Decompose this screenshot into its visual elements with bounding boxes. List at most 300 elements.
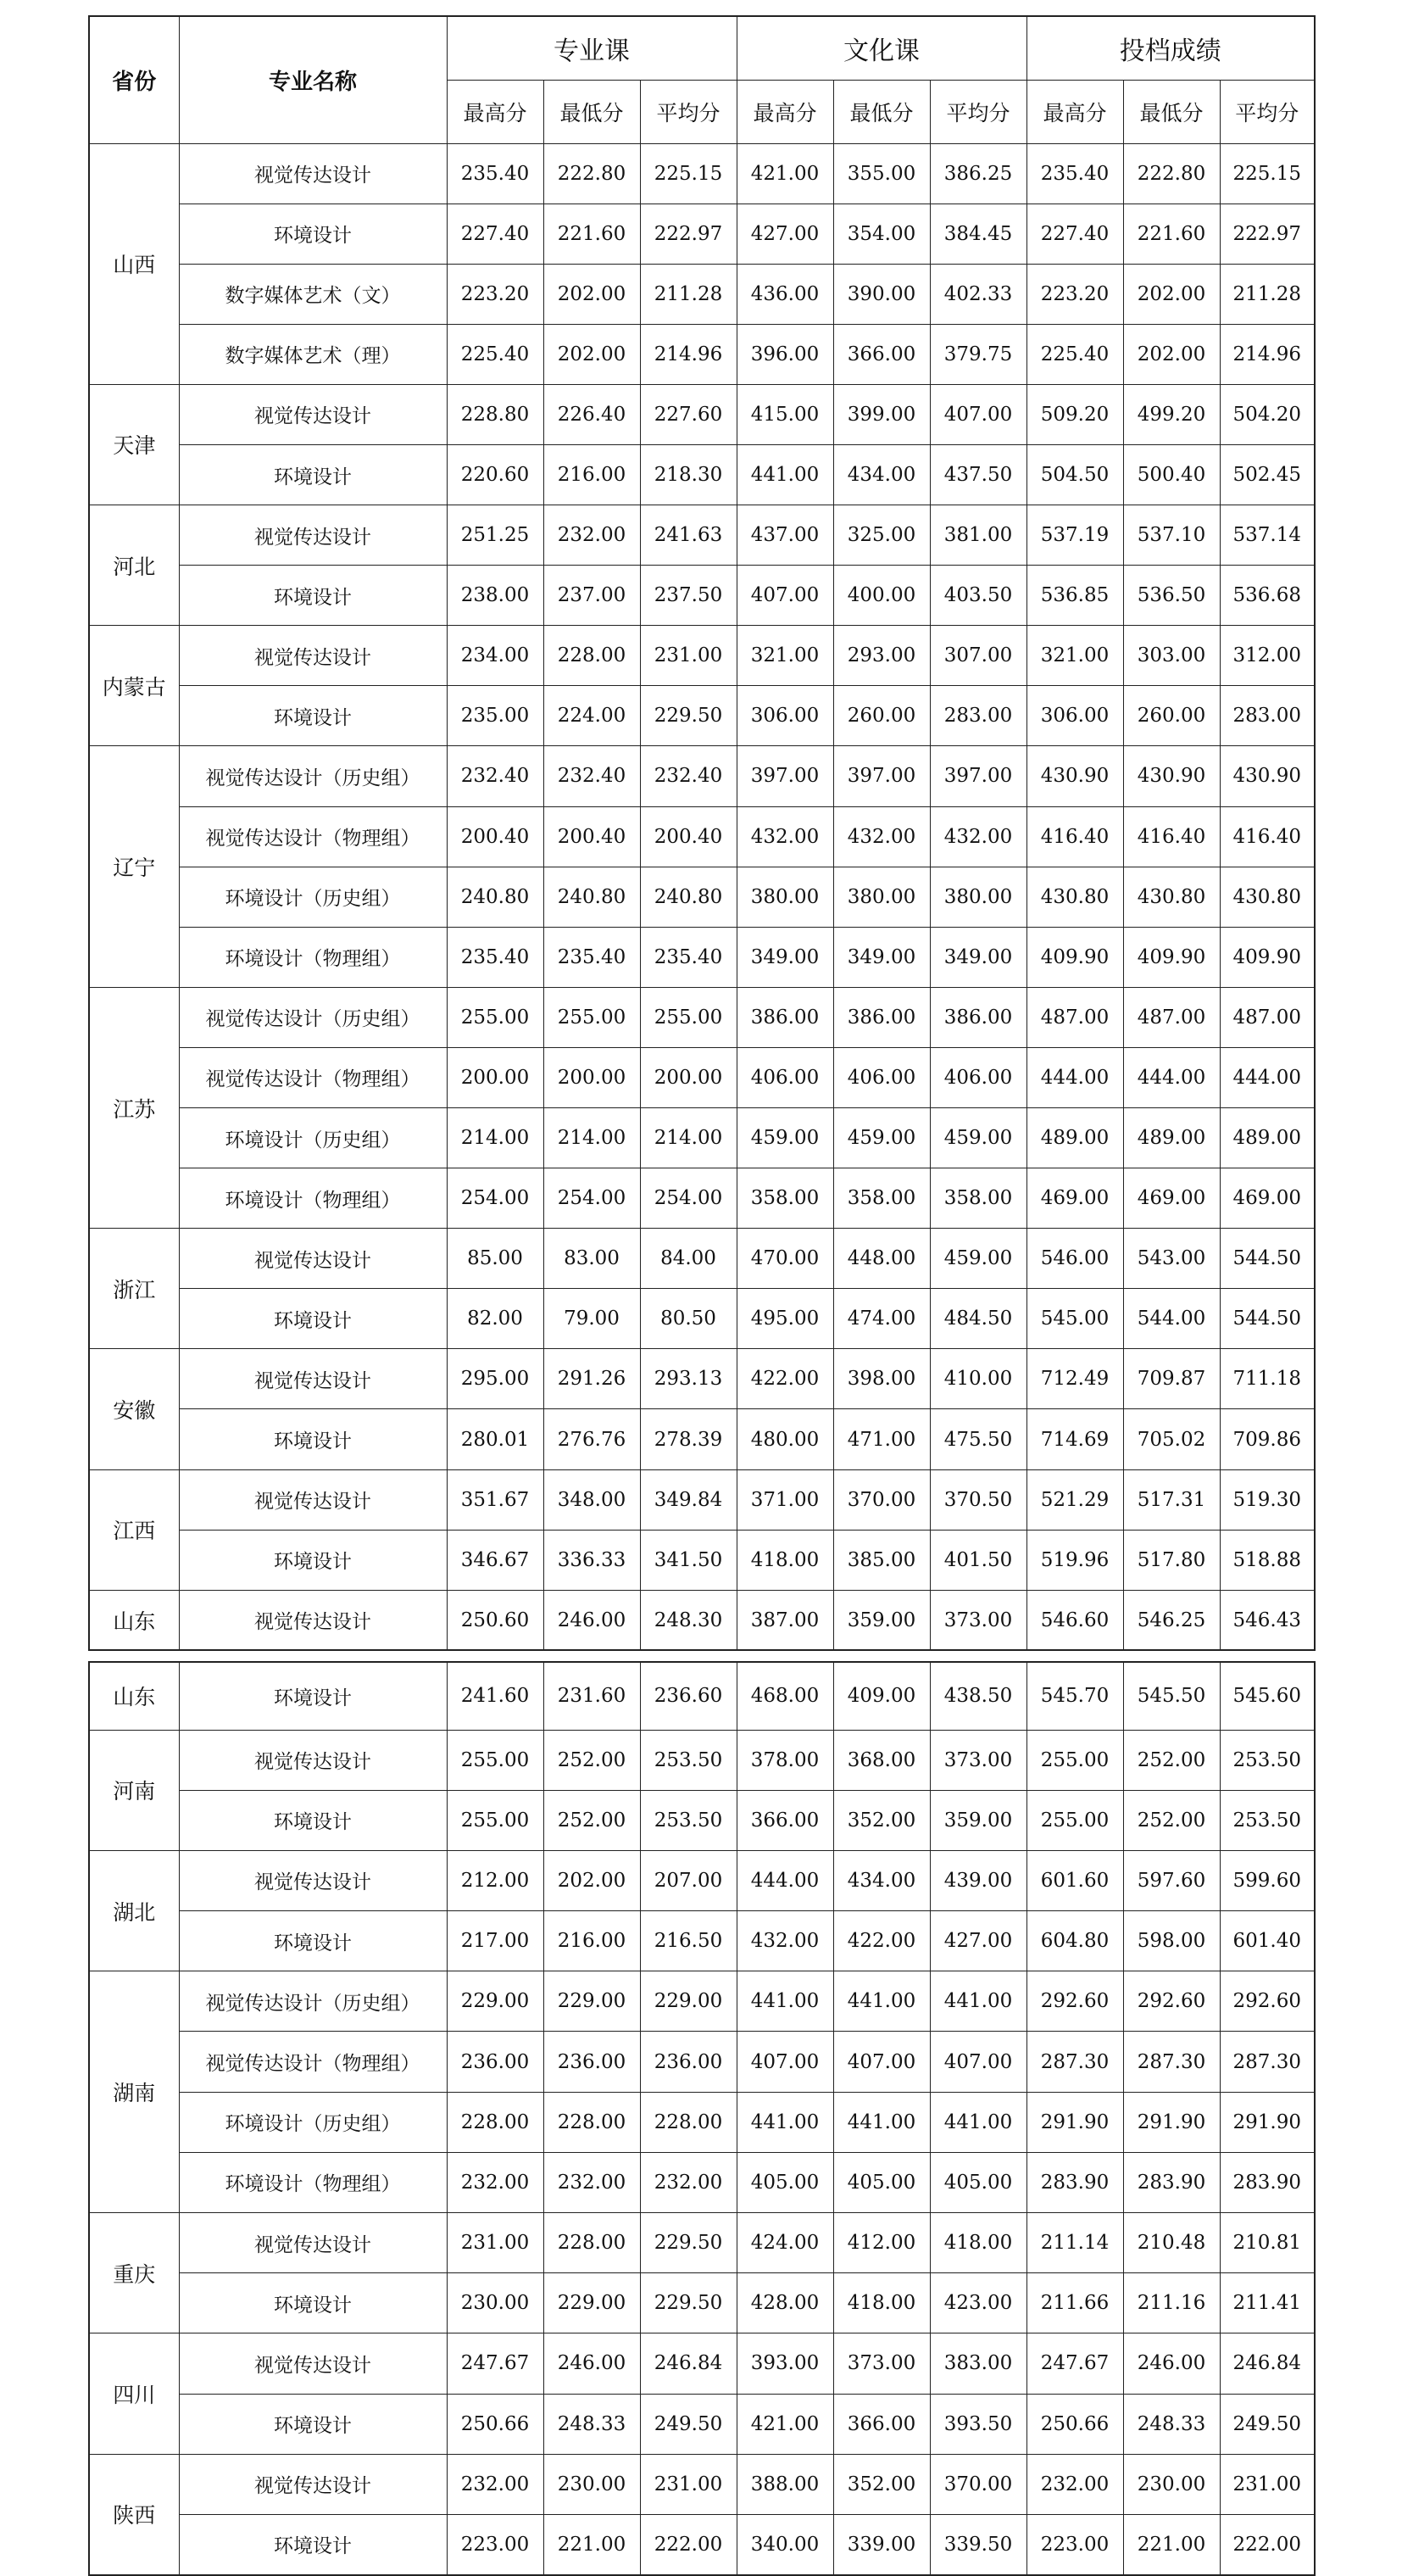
score-cell: 232.00 bbox=[543, 2152, 640, 2212]
score-cell: 291.90 bbox=[1123, 2092, 1220, 2152]
score-cell: 278.39 bbox=[640, 1409, 737, 1469]
score-cell: 255.00 bbox=[640, 987, 737, 1047]
score-cell: 214.96 bbox=[640, 324, 737, 384]
table-row bbox=[89, 927, 1315, 987]
major-cell: 环境设计（历史组） bbox=[179, 1108, 447, 1168]
score-cell: 405.00 bbox=[737, 2152, 833, 2212]
score-cell: 249.50 bbox=[640, 2394, 737, 2454]
table-body bbox=[89, 1662, 1315, 2575]
score-cell: 484.50 bbox=[930, 1289, 1026, 1349]
score-cell: 253.50 bbox=[640, 1730, 737, 1790]
table-row bbox=[89, 1971, 1315, 2032]
score-cell: 82.00 bbox=[447, 1289, 543, 1349]
score-cell: 474.00 bbox=[833, 1289, 930, 1349]
score-cell: 448.00 bbox=[833, 1229, 930, 1289]
major-cell: 视觉传达设计 bbox=[179, 1349, 447, 1409]
score-cell: 240.80 bbox=[640, 867, 737, 927]
province-cell: 江西 bbox=[89, 1469, 179, 1590]
score-cell: 228.00 bbox=[543, 2213, 640, 2273]
score-cell: 397.00 bbox=[833, 746, 930, 806]
score-cell: 214.96 bbox=[1220, 324, 1315, 384]
score-cell: 252.00 bbox=[543, 1730, 640, 1790]
major-cell: 视觉传达设计（历史组） bbox=[179, 746, 447, 806]
score-cell: 430.80 bbox=[1220, 867, 1315, 927]
major-cell: 视觉传达设计 bbox=[179, 2454, 447, 2514]
score-cell: 388.00 bbox=[737, 2454, 833, 2514]
province-cell: 江苏 bbox=[89, 987, 179, 1228]
score-cell: 469.00 bbox=[1220, 1168, 1315, 1229]
table-row bbox=[89, 2032, 1315, 2092]
table-row bbox=[89, 806, 1315, 867]
score-cell: 355.00 bbox=[833, 143, 930, 204]
score-cell: 202.00 bbox=[1123, 264, 1220, 324]
score-cell: 250.66 bbox=[1026, 2394, 1123, 2454]
score-cell: 220.60 bbox=[447, 444, 543, 505]
score-cell: 200.40 bbox=[447, 806, 543, 867]
score-cell: 502.45 bbox=[1220, 444, 1315, 505]
score-cell: 537.10 bbox=[1123, 505, 1220, 566]
header-group-major-course: 专业课 bbox=[447, 16, 737, 80]
score-cell: 225.15 bbox=[1220, 143, 1315, 204]
score-cell: 407.00 bbox=[737, 566, 833, 626]
table-row bbox=[89, 505, 1315, 566]
major-cell: 视觉传达设计 bbox=[179, 1850, 447, 1910]
score-cell: 412.00 bbox=[833, 2213, 930, 2273]
score-cell: 393.50 bbox=[930, 2394, 1026, 2454]
score-cell: 441.00 bbox=[930, 1971, 1026, 2032]
score-cell: 207.00 bbox=[640, 1850, 737, 1910]
score-cell: 398.00 bbox=[833, 1349, 930, 1409]
score-cell: 236.60 bbox=[640, 1662, 737, 1730]
score-cell: 386.00 bbox=[930, 987, 1026, 1047]
table-row bbox=[89, 1108, 1315, 1168]
score-cell: 358.00 bbox=[833, 1168, 930, 1229]
score-cell: 307.00 bbox=[930, 626, 1026, 686]
score-cell: 469.00 bbox=[1026, 1168, 1123, 1229]
table-row bbox=[89, 1662, 1315, 1730]
score-cell: 416.40 bbox=[1123, 806, 1220, 867]
score-cell: 397.00 bbox=[930, 746, 1026, 806]
score-cell: 424.00 bbox=[737, 2213, 833, 2273]
score-cell: 232.40 bbox=[543, 746, 640, 806]
score-cell: 232.00 bbox=[447, 2454, 543, 2514]
major-cell: 视觉传达设计（物理组） bbox=[179, 2032, 447, 2092]
score-cell: 227.40 bbox=[447, 204, 543, 264]
score-cell: 85.00 bbox=[447, 1229, 543, 1289]
province-cell: 重庆 bbox=[89, 2213, 179, 2333]
score-cell: 236.00 bbox=[543, 2032, 640, 2092]
score-cell: 312.00 bbox=[1220, 626, 1315, 686]
score-cell: 221.00 bbox=[1123, 2514, 1220, 2574]
score-cell: 407.00 bbox=[930, 384, 1026, 444]
score-cell: 441.00 bbox=[737, 444, 833, 505]
score-cell: 403.50 bbox=[930, 566, 1026, 626]
score-cell: 229.50 bbox=[640, 2273, 737, 2333]
province-cell: 陕西 bbox=[89, 2454, 179, 2574]
score-cell: 434.00 bbox=[833, 1850, 930, 1910]
table-row bbox=[89, 1349, 1315, 1409]
major-cell: 视觉传达设计 bbox=[179, 1229, 447, 1289]
score-cell: 283.00 bbox=[1220, 686, 1315, 746]
header-max: 最高分 bbox=[447, 80, 543, 143]
score-cell: 229.50 bbox=[640, 686, 737, 746]
score-cell: 387.00 bbox=[737, 1590, 833, 1650]
score-cell: 437.00 bbox=[737, 505, 833, 566]
score-cell: 418.00 bbox=[930, 2213, 1026, 2273]
score-cell: 437.50 bbox=[930, 444, 1026, 505]
score-cell: 254.00 bbox=[447, 1168, 543, 1229]
score-cell: 373.00 bbox=[930, 1730, 1026, 1790]
score-cell: 459.00 bbox=[833, 1108, 930, 1168]
score-cell: 359.00 bbox=[833, 1590, 930, 1650]
score-cell: 341.50 bbox=[640, 1530, 737, 1590]
score-cell: 303.00 bbox=[1123, 626, 1220, 686]
score-cell: 251.25 bbox=[447, 505, 543, 566]
score-cell: 246.00 bbox=[1123, 2333, 1220, 2394]
score-cell: 291.90 bbox=[1026, 2092, 1123, 2152]
score-cell: 240.80 bbox=[447, 867, 543, 927]
major-cell: 环境设计 bbox=[179, 1662, 447, 1730]
table-row bbox=[89, 746, 1315, 806]
major-cell: 视觉传达设计 bbox=[179, 1730, 447, 1790]
score-cell: 225.40 bbox=[1026, 324, 1123, 384]
score-cell: 246.00 bbox=[543, 1590, 640, 1650]
table-row bbox=[89, 1229, 1315, 1289]
score-cell: 370.00 bbox=[833, 1469, 930, 1530]
score-cell: 349.00 bbox=[737, 927, 833, 987]
score-cell: 604.80 bbox=[1026, 1911, 1123, 1971]
score-cell: 248.33 bbox=[543, 2394, 640, 2454]
score-cell: 545.00 bbox=[1026, 1289, 1123, 1349]
score-cell: 291.90 bbox=[1220, 2092, 1315, 2152]
score-cell: 517.31 bbox=[1123, 1469, 1220, 1530]
score-cell: 432.00 bbox=[930, 806, 1026, 867]
score-cell: 407.00 bbox=[737, 2032, 833, 2092]
score-cell: 712.49 bbox=[1026, 1349, 1123, 1409]
score-cell: 536.85 bbox=[1026, 566, 1123, 626]
score-cell: 252.00 bbox=[543, 1790, 640, 1850]
score-cell: 246.84 bbox=[1220, 2333, 1315, 2394]
score-cell: 598.00 bbox=[1123, 1911, 1220, 1971]
score-cell: 295.00 bbox=[447, 1349, 543, 1409]
score-cell: 393.00 bbox=[737, 2333, 833, 2394]
score-cell: 597.60 bbox=[1123, 1850, 1220, 1910]
score-cell: 84.00 bbox=[640, 1229, 737, 1289]
score-cell: 287.30 bbox=[1123, 2032, 1220, 2092]
score-cell: 283.90 bbox=[1123, 2152, 1220, 2212]
major-cell: 视觉传达设计 bbox=[179, 384, 447, 444]
score-cell: 383.00 bbox=[930, 2333, 1026, 2394]
score-cell: 487.00 bbox=[1220, 987, 1315, 1047]
score-cell: 397.00 bbox=[737, 746, 833, 806]
score-cell: 348.00 bbox=[543, 1469, 640, 1530]
score-cell: 349.00 bbox=[833, 927, 930, 987]
score-cell: 366.00 bbox=[833, 2394, 930, 2454]
score-cell: 253.50 bbox=[640, 1790, 737, 1850]
score-cell: 232.40 bbox=[447, 746, 543, 806]
score-cell: 427.00 bbox=[930, 1911, 1026, 1971]
score-cell: 231.00 bbox=[1220, 2454, 1315, 2514]
score-cell: 537.14 bbox=[1220, 505, 1315, 566]
province-cell: 河北 bbox=[89, 505, 179, 626]
score-cell: 459.00 bbox=[930, 1108, 1026, 1168]
table-row bbox=[89, 2273, 1315, 2333]
score-cell: 247.67 bbox=[1026, 2333, 1123, 2394]
score-cell: 276.76 bbox=[543, 1409, 640, 1469]
table-row bbox=[89, 1911, 1315, 1971]
score-cell: 229.00 bbox=[543, 2273, 640, 2333]
score-cell: 475.50 bbox=[930, 1409, 1026, 1469]
score-cell: 255.00 bbox=[1026, 1730, 1123, 1790]
score-cell: 444.00 bbox=[1123, 1047, 1220, 1107]
score-cell: 489.00 bbox=[1123, 1108, 1220, 1168]
major-cell: 视觉传达设计 bbox=[179, 143, 447, 204]
score-cell: 517.80 bbox=[1123, 1530, 1220, 1590]
header-group-culture-course: 文化课 bbox=[737, 16, 1026, 80]
score-cell: 228.00 bbox=[543, 2092, 640, 2152]
score-cell: 459.00 bbox=[737, 1108, 833, 1168]
score-cell: 83.00 bbox=[543, 1229, 640, 1289]
score-cell: 200.00 bbox=[543, 1047, 640, 1107]
score-cell: 248.30 bbox=[640, 1590, 737, 1650]
admission-score-table-continued bbox=[88, 1661, 1316, 2576]
score-cell: 409.00 bbox=[833, 1662, 930, 1730]
score-cell: 430.90 bbox=[1220, 746, 1315, 806]
major-cell: 环境设计（历史组） bbox=[179, 867, 447, 927]
score-cell: 714.69 bbox=[1026, 1409, 1123, 1469]
score-cell: 283.90 bbox=[1026, 2152, 1123, 2212]
score-cell: 406.00 bbox=[737, 1047, 833, 1107]
major-cell: 视觉传达设计 bbox=[179, 626, 447, 686]
table-row bbox=[89, 1530, 1315, 1590]
score-cell: 423.00 bbox=[930, 2273, 1026, 2333]
score-cell: 373.00 bbox=[930, 1590, 1026, 1650]
header-min: 最低分 bbox=[543, 80, 640, 143]
score-cell: 221.60 bbox=[543, 204, 640, 264]
score-cell: 380.00 bbox=[833, 867, 930, 927]
score-cell: 380.00 bbox=[930, 867, 1026, 927]
score-cell: 489.00 bbox=[1220, 1108, 1315, 1168]
province-cell: 浙江 bbox=[89, 1229, 179, 1349]
score-cell: 709.86 bbox=[1220, 1409, 1315, 1469]
score-cell: 247.67 bbox=[447, 2333, 543, 2394]
score-cell: 238.00 bbox=[447, 566, 543, 626]
table-row bbox=[89, 686, 1315, 746]
table-row bbox=[89, 2514, 1315, 2574]
province-cell: 辽宁 bbox=[89, 746, 179, 987]
score-cell: 221.00 bbox=[543, 2514, 640, 2574]
score-cell: 441.00 bbox=[930, 2092, 1026, 2152]
score-cell: 211.41 bbox=[1220, 2273, 1315, 2333]
score-cell: 248.33 bbox=[1123, 2394, 1220, 2454]
major-cell: 视觉传达设计 bbox=[179, 1469, 447, 1530]
header-avg: 平均分 bbox=[1220, 80, 1315, 143]
score-cell: 225.40 bbox=[447, 324, 543, 384]
score-cell: 359.00 bbox=[930, 1790, 1026, 1850]
score-cell: 545.50 bbox=[1123, 1662, 1220, 1730]
score-cell: 232.00 bbox=[640, 2152, 737, 2212]
table-row bbox=[89, 2152, 1315, 2212]
table-row bbox=[89, 626, 1315, 686]
score-cell: 252.00 bbox=[1123, 1790, 1220, 1850]
score-cell: 469.00 bbox=[1123, 1168, 1220, 1229]
score-cell: 546.00 bbox=[1026, 1229, 1123, 1289]
major-cell: 环境设计（物理组） bbox=[179, 927, 447, 987]
major-cell: 视觉传达设计（物理组） bbox=[179, 806, 447, 867]
score-cell: 237.00 bbox=[543, 566, 640, 626]
score-cell: 537.19 bbox=[1026, 505, 1123, 566]
score-cell: 519.96 bbox=[1026, 1530, 1123, 1590]
score-cell: 407.00 bbox=[930, 2032, 1026, 2092]
score-cell: 432.00 bbox=[833, 806, 930, 867]
major-cell: 环境设计 bbox=[179, 1911, 447, 1971]
score-cell: 79.00 bbox=[543, 1289, 640, 1349]
table-row bbox=[89, 264, 1315, 324]
score-cell: 211.14 bbox=[1026, 2213, 1123, 2273]
score-cell: 378.00 bbox=[737, 1730, 833, 1790]
admission-score-table bbox=[88, 15, 1316, 1651]
score-cell: 499.20 bbox=[1123, 384, 1220, 444]
score-cell: 202.00 bbox=[543, 264, 640, 324]
score-cell: 235.40 bbox=[447, 927, 543, 987]
table-row bbox=[89, 1409, 1315, 1469]
score-cell: 444.00 bbox=[1220, 1047, 1315, 1107]
score-cell: 321.00 bbox=[1026, 626, 1123, 686]
score-cell: 216.50 bbox=[640, 1911, 737, 1971]
score-cell: 370.50 bbox=[930, 1469, 1026, 1530]
score-cell: 401.50 bbox=[930, 1530, 1026, 1590]
province-cell: 山东 bbox=[89, 1590, 179, 1650]
score-cell: 500.40 bbox=[1123, 444, 1220, 505]
major-cell: 环境设计 bbox=[179, 1790, 447, 1850]
table-row bbox=[89, 384, 1315, 444]
score-cell: 339.00 bbox=[833, 2514, 930, 2574]
score-cell: 470.00 bbox=[737, 1229, 833, 1289]
table-row bbox=[89, 1469, 1315, 1530]
score-cell: 214.00 bbox=[447, 1108, 543, 1168]
score-cell: 210.48 bbox=[1123, 2213, 1220, 2273]
score-cell: 709.87 bbox=[1123, 1349, 1220, 1409]
score-cell: 406.00 bbox=[930, 1047, 1026, 1107]
score-cell: 405.00 bbox=[930, 2152, 1026, 2212]
score-cell: 226.40 bbox=[543, 384, 640, 444]
province-cell: 山东 bbox=[89, 1662, 179, 1730]
score-cell: 210.81 bbox=[1220, 2213, 1315, 2273]
score-cell: 200.00 bbox=[447, 1047, 543, 1107]
score-cell: 241.60 bbox=[447, 1662, 543, 1730]
score-cell: 373.00 bbox=[833, 2333, 930, 2394]
header-avg: 平均分 bbox=[640, 80, 737, 143]
score-cell: 232.00 bbox=[1026, 2454, 1123, 2514]
table-row bbox=[89, 1850, 1315, 1910]
score-cell: 601.60 bbox=[1026, 1850, 1123, 1910]
score-cell: 386.00 bbox=[833, 987, 930, 1047]
score-cell: 487.00 bbox=[1026, 987, 1123, 1047]
score-cell: 386.25 bbox=[930, 143, 1026, 204]
score-cell: 544.50 bbox=[1220, 1289, 1315, 1349]
province-cell: 湖南 bbox=[89, 1971, 179, 2213]
score-cell: 224.00 bbox=[543, 686, 640, 746]
score-cell: 283.00 bbox=[930, 686, 1026, 746]
score-cell: 371.00 bbox=[737, 1469, 833, 1530]
score-cell: 441.00 bbox=[833, 2092, 930, 2152]
score-cell: 366.00 bbox=[833, 324, 930, 384]
score-cell: 409.90 bbox=[1220, 927, 1315, 987]
major-cell: 视觉传达设计 bbox=[179, 2333, 447, 2394]
score-cell: 439.00 bbox=[930, 1850, 1026, 1910]
score-cell: 436.00 bbox=[737, 264, 833, 324]
table-row bbox=[89, 2454, 1315, 2514]
score-cell: 430.80 bbox=[1026, 867, 1123, 927]
score-cell: 406.00 bbox=[833, 1047, 930, 1107]
score-cell: 202.00 bbox=[1123, 324, 1220, 384]
major-cell: 环境设计 bbox=[179, 2394, 447, 2454]
score-cell: 441.00 bbox=[833, 1971, 930, 2032]
table-row bbox=[89, 143, 1315, 204]
table-row bbox=[89, 566, 1315, 626]
score-cell: 241.63 bbox=[640, 505, 737, 566]
score-cell: 536.68 bbox=[1220, 566, 1315, 626]
score-cell: 214.00 bbox=[543, 1108, 640, 1168]
score-cell: 428.00 bbox=[737, 2273, 833, 2333]
score-cell: 471.00 bbox=[833, 1409, 930, 1469]
major-cell: 视觉传达设计 bbox=[179, 2213, 447, 2273]
score-cell: 409.90 bbox=[1026, 927, 1123, 987]
score-cell: 402.33 bbox=[930, 264, 1026, 324]
score-cell: 544.00 bbox=[1123, 1289, 1220, 1349]
table-row bbox=[89, 1730, 1315, 1790]
score-cell: 231.00 bbox=[640, 626, 737, 686]
province-cell: 山西 bbox=[89, 143, 179, 384]
province-cell: 内蒙古 bbox=[89, 626, 179, 746]
score-cell: 544.50 bbox=[1220, 1229, 1315, 1289]
score-cell: 292.60 bbox=[1123, 1971, 1220, 2032]
score-cell: 227.40 bbox=[1026, 204, 1123, 264]
score-cell: 240.80 bbox=[543, 867, 640, 927]
score-cell: 293.00 bbox=[833, 626, 930, 686]
score-cell: 229.00 bbox=[447, 1971, 543, 2032]
table-row bbox=[89, 2333, 1315, 2394]
score-cell: 222.80 bbox=[543, 143, 640, 204]
header-group-admission-score: 投档成绩 bbox=[1026, 16, 1315, 80]
score-cell: 385.00 bbox=[833, 1530, 930, 1590]
score-cell: 421.00 bbox=[737, 2394, 833, 2454]
score-cell: 601.40 bbox=[1220, 1911, 1315, 1971]
table-row bbox=[89, 1168, 1315, 1229]
score-cell: 444.00 bbox=[1026, 1047, 1123, 1107]
score-cell: 254.00 bbox=[640, 1168, 737, 1229]
score-cell: 249.50 bbox=[1220, 2394, 1315, 2454]
score-cell: 223.20 bbox=[1026, 264, 1123, 324]
score-cell: 354.00 bbox=[833, 204, 930, 264]
score-cell: 200.40 bbox=[640, 806, 737, 867]
score-cell: 444.00 bbox=[737, 1850, 833, 1910]
score-cell: 235.40 bbox=[1026, 143, 1123, 204]
table-row bbox=[89, 2092, 1315, 2152]
score-cell: 422.00 bbox=[737, 1349, 833, 1409]
score-cell: 422.00 bbox=[833, 1911, 930, 1971]
score-cell: 250.66 bbox=[447, 2394, 543, 2454]
score-cell: 253.50 bbox=[1220, 1790, 1315, 1850]
score-cell: 287.30 bbox=[1026, 2032, 1123, 2092]
score-cell: 235.40 bbox=[640, 927, 737, 987]
score-cell: 416.40 bbox=[1220, 806, 1315, 867]
table-body bbox=[89, 143, 1315, 1650]
score-cell: 246.00 bbox=[543, 2333, 640, 2394]
score-cell: 489.00 bbox=[1026, 1108, 1123, 1168]
score-cell: 200.40 bbox=[543, 806, 640, 867]
score-cell: 545.60 bbox=[1220, 1662, 1315, 1730]
